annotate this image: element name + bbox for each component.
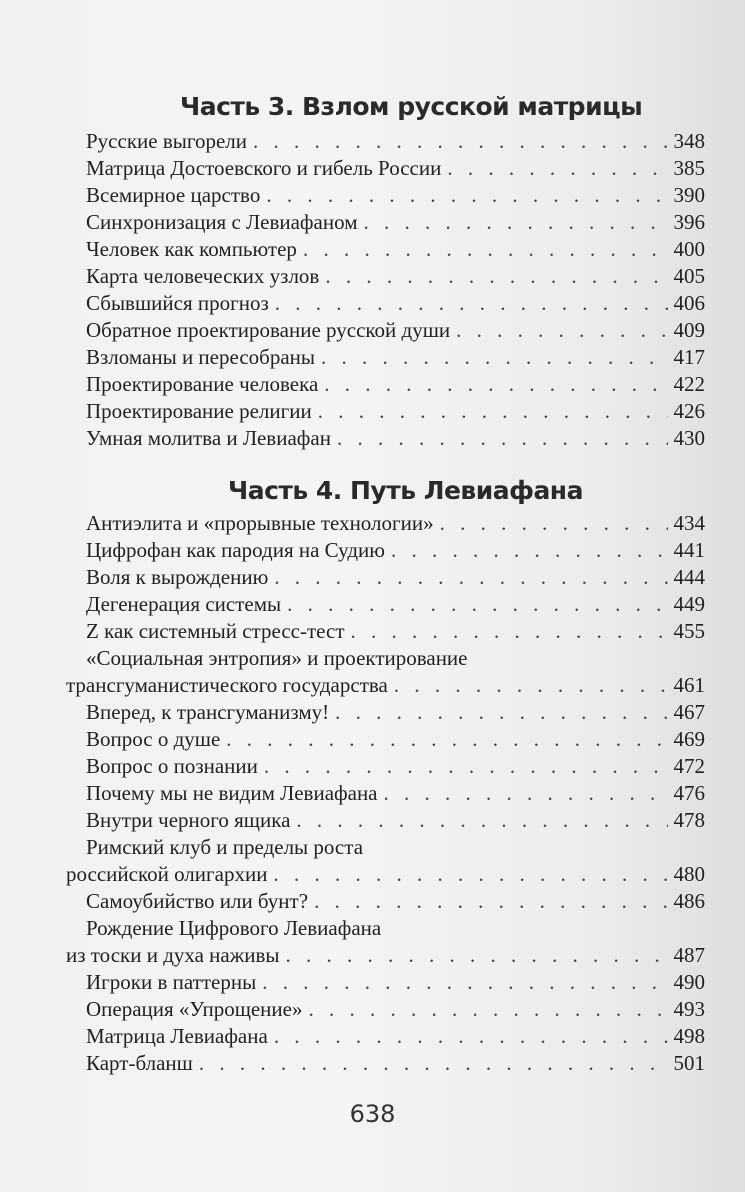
toc-entry [86,537,705,563]
toc-entry [86,969,705,995]
toc-entry-page: 449 [673,592,705,616]
dot-leader [275,290,668,316]
toc-entry-page: 405 [673,264,705,288]
toc-entry-title: Вопрос о познании [86,754,258,778]
part-3-heading: Часть 3. Взлом русской матрицы [180,92,643,121]
toc-entry-title: Человек как компьютер [86,237,297,261]
toc-entry-title: Сбывшийся прогноз [86,291,269,315]
toc-entry-page: 478 [673,808,705,832]
toc-entry-page: 498 [673,1024,705,1048]
toc-entry [86,209,705,235]
toc-entry-title: Карт-бланш [86,1051,193,1075]
toc-entry [66,861,705,887]
toc-entry-page: 455 [673,619,705,643]
toc-entry-title: Антиэлита и «прорывные технологии» [86,511,434,535]
toc-entry-title-line2: из тоски и духа наживы [66,943,280,967]
toc-entry-title: Вперед, к трансгуманизму! [86,700,330,724]
toc-entry-title: Цифрофан как пародия на Судию [86,538,385,562]
toc-entry-page: 490 [673,970,705,994]
toc-entry-title: Проектирование человека [86,372,319,396]
toc-entry-page: 385 [673,156,705,180]
toc-entry-page: 396 [673,210,705,234]
toc-entry [86,1050,705,1076]
toc-entry-page: 480 [673,862,705,886]
part-4-heading: Часть 4. Путь Левиафана [228,476,583,505]
toc-entry [86,699,705,725]
dot-leader [363,209,667,235]
toc-entry-title-line2: российской олигархии [66,862,268,886]
toc-entry-title: Вопрос о душе [86,727,221,751]
toc-entry-page: 426 [673,399,705,423]
toc-entry-page: 461 [673,673,705,697]
toc-entry-title: Игроки в паттерны [86,970,257,994]
toc-entry-page: 444 [673,565,705,589]
toc-entry-page: 487 [673,943,705,967]
toc-entry-page: 476 [673,781,705,805]
toc-entry [86,996,705,1022]
dot-leader [199,1050,668,1076]
toc-entry-page: 417 [673,345,705,369]
dot-leader [440,510,668,536]
toc-entry-page: 469 [673,727,705,751]
dot-leader [296,807,667,833]
toc-entry-page: 441 [673,538,705,562]
toc-entry-page: 400 [673,237,705,261]
toc-entry [86,236,705,262]
dot-leader [351,618,668,644]
toc-entry [86,344,705,370]
toc-entry-page: 348 [673,129,705,153]
toc-entry-title: Операция «Упрощение» [86,997,303,1021]
dot-leader [337,425,668,451]
toc-entry-page: 493 [673,997,705,1021]
toc-entry [86,888,705,914]
toc-entry [86,726,705,752]
toc-entry-title: Карта человеческих узлов [86,264,320,288]
toc-entry-title-line2: трансгуманистического государства [66,673,388,697]
toc-entry [86,263,705,289]
toc-entry [86,618,705,644]
dot-leader [308,996,667,1022]
toc-entry [86,182,705,208]
toc-entry-page: 467 [673,700,705,724]
toc-entry [66,942,705,968]
toc-entry [86,290,705,316]
toc-entry [86,317,705,343]
dot-leader [325,263,667,289]
toc-entry-page: 409 [673,318,705,342]
toc-entry-title-line1: Римский клуб и пределы роста [86,835,364,859]
toc-entry [86,510,705,536]
dot-leader [384,780,668,806]
toc-entry-title: Русские выгорели [86,129,247,153]
toc-entry-title: Дегенерация системы [86,592,282,616]
dot-leader [447,155,667,181]
toc-entry-page: 406 [673,291,705,315]
toc-entry [86,1023,705,1049]
toc-entry-title: Внутри черного ящика [86,808,291,832]
dot-leader [335,699,667,725]
toc-entry-title: Матрица Левиафана [86,1024,268,1048]
dot-leader [274,564,667,590]
dot-leader [264,753,668,779]
dot-leader [273,861,667,887]
toc-entry-title: Воля к вырождению [86,565,269,589]
toc-entry [86,155,705,181]
toc-entry-title: Почему мы не видим Левиафана [86,781,378,805]
dot-leader [391,537,668,563]
dot-leader [314,888,667,914]
dot-leader [226,726,667,752]
toc-entry-page: 390 [673,183,705,207]
toc-entry-title: Всемирное царство [86,183,261,207]
dot-leader [324,371,667,397]
toc-entry [86,753,705,779]
dot-leader [266,182,667,208]
toc-entry-title: Синхронизация с Левиафаном [86,210,358,234]
toc-entry-title: Проектирование религии [86,399,312,423]
dot-leader [318,398,668,424]
toc-entry-title-line1: «Социальная энтропия» и проектирование [86,646,468,670]
dot-leader [262,969,667,995]
toc-entry-page: 486 [673,889,705,913]
toc-entry-title: Z как системный стресс-тест [86,619,345,643]
dot-leader [286,942,668,968]
toc-entry-page: 434 [673,511,705,535]
toc-entry-page: 430 [673,426,705,450]
toc-entry [86,780,705,806]
toc-entry [86,398,705,424]
toc-entry [86,807,705,833]
toc-entry-page: 501 [673,1051,705,1075]
toc-entry-title: Матрица Достоевского и гибель России [86,156,442,180]
toc-entry [86,128,705,154]
toc-entry [66,672,705,698]
toc-entry-title: Самоубийство или бунт? [86,889,309,913]
dot-leader [253,128,668,154]
dot-leader [274,1023,668,1049]
toc-entry-title: Умная молитва и Левиафан [86,426,331,450]
dot-leader [394,672,668,698]
page-number: 638 [349,1100,396,1128]
toc-entry [86,425,705,451]
toc-entry [86,564,705,590]
toc-entry-page: 472 [673,754,705,778]
dot-leader [303,236,668,262]
toc-entry-title-line1: Рождение Цифрового Левиафана [86,916,382,940]
toc-entry [86,371,705,397]
toc-entry-title: Взломаны и пересобраны [86,345,316,369]
toc-entry-title: Обратное проектирование русской души [86,318,451,342]
toc-entry-page: 422 [673,372,705,396]
dot-leader [321,344,667,370]
dot-leader [456,317,667,343]
dot-leader [287,591,667,617]
toc-entry [86,591,705,617]
